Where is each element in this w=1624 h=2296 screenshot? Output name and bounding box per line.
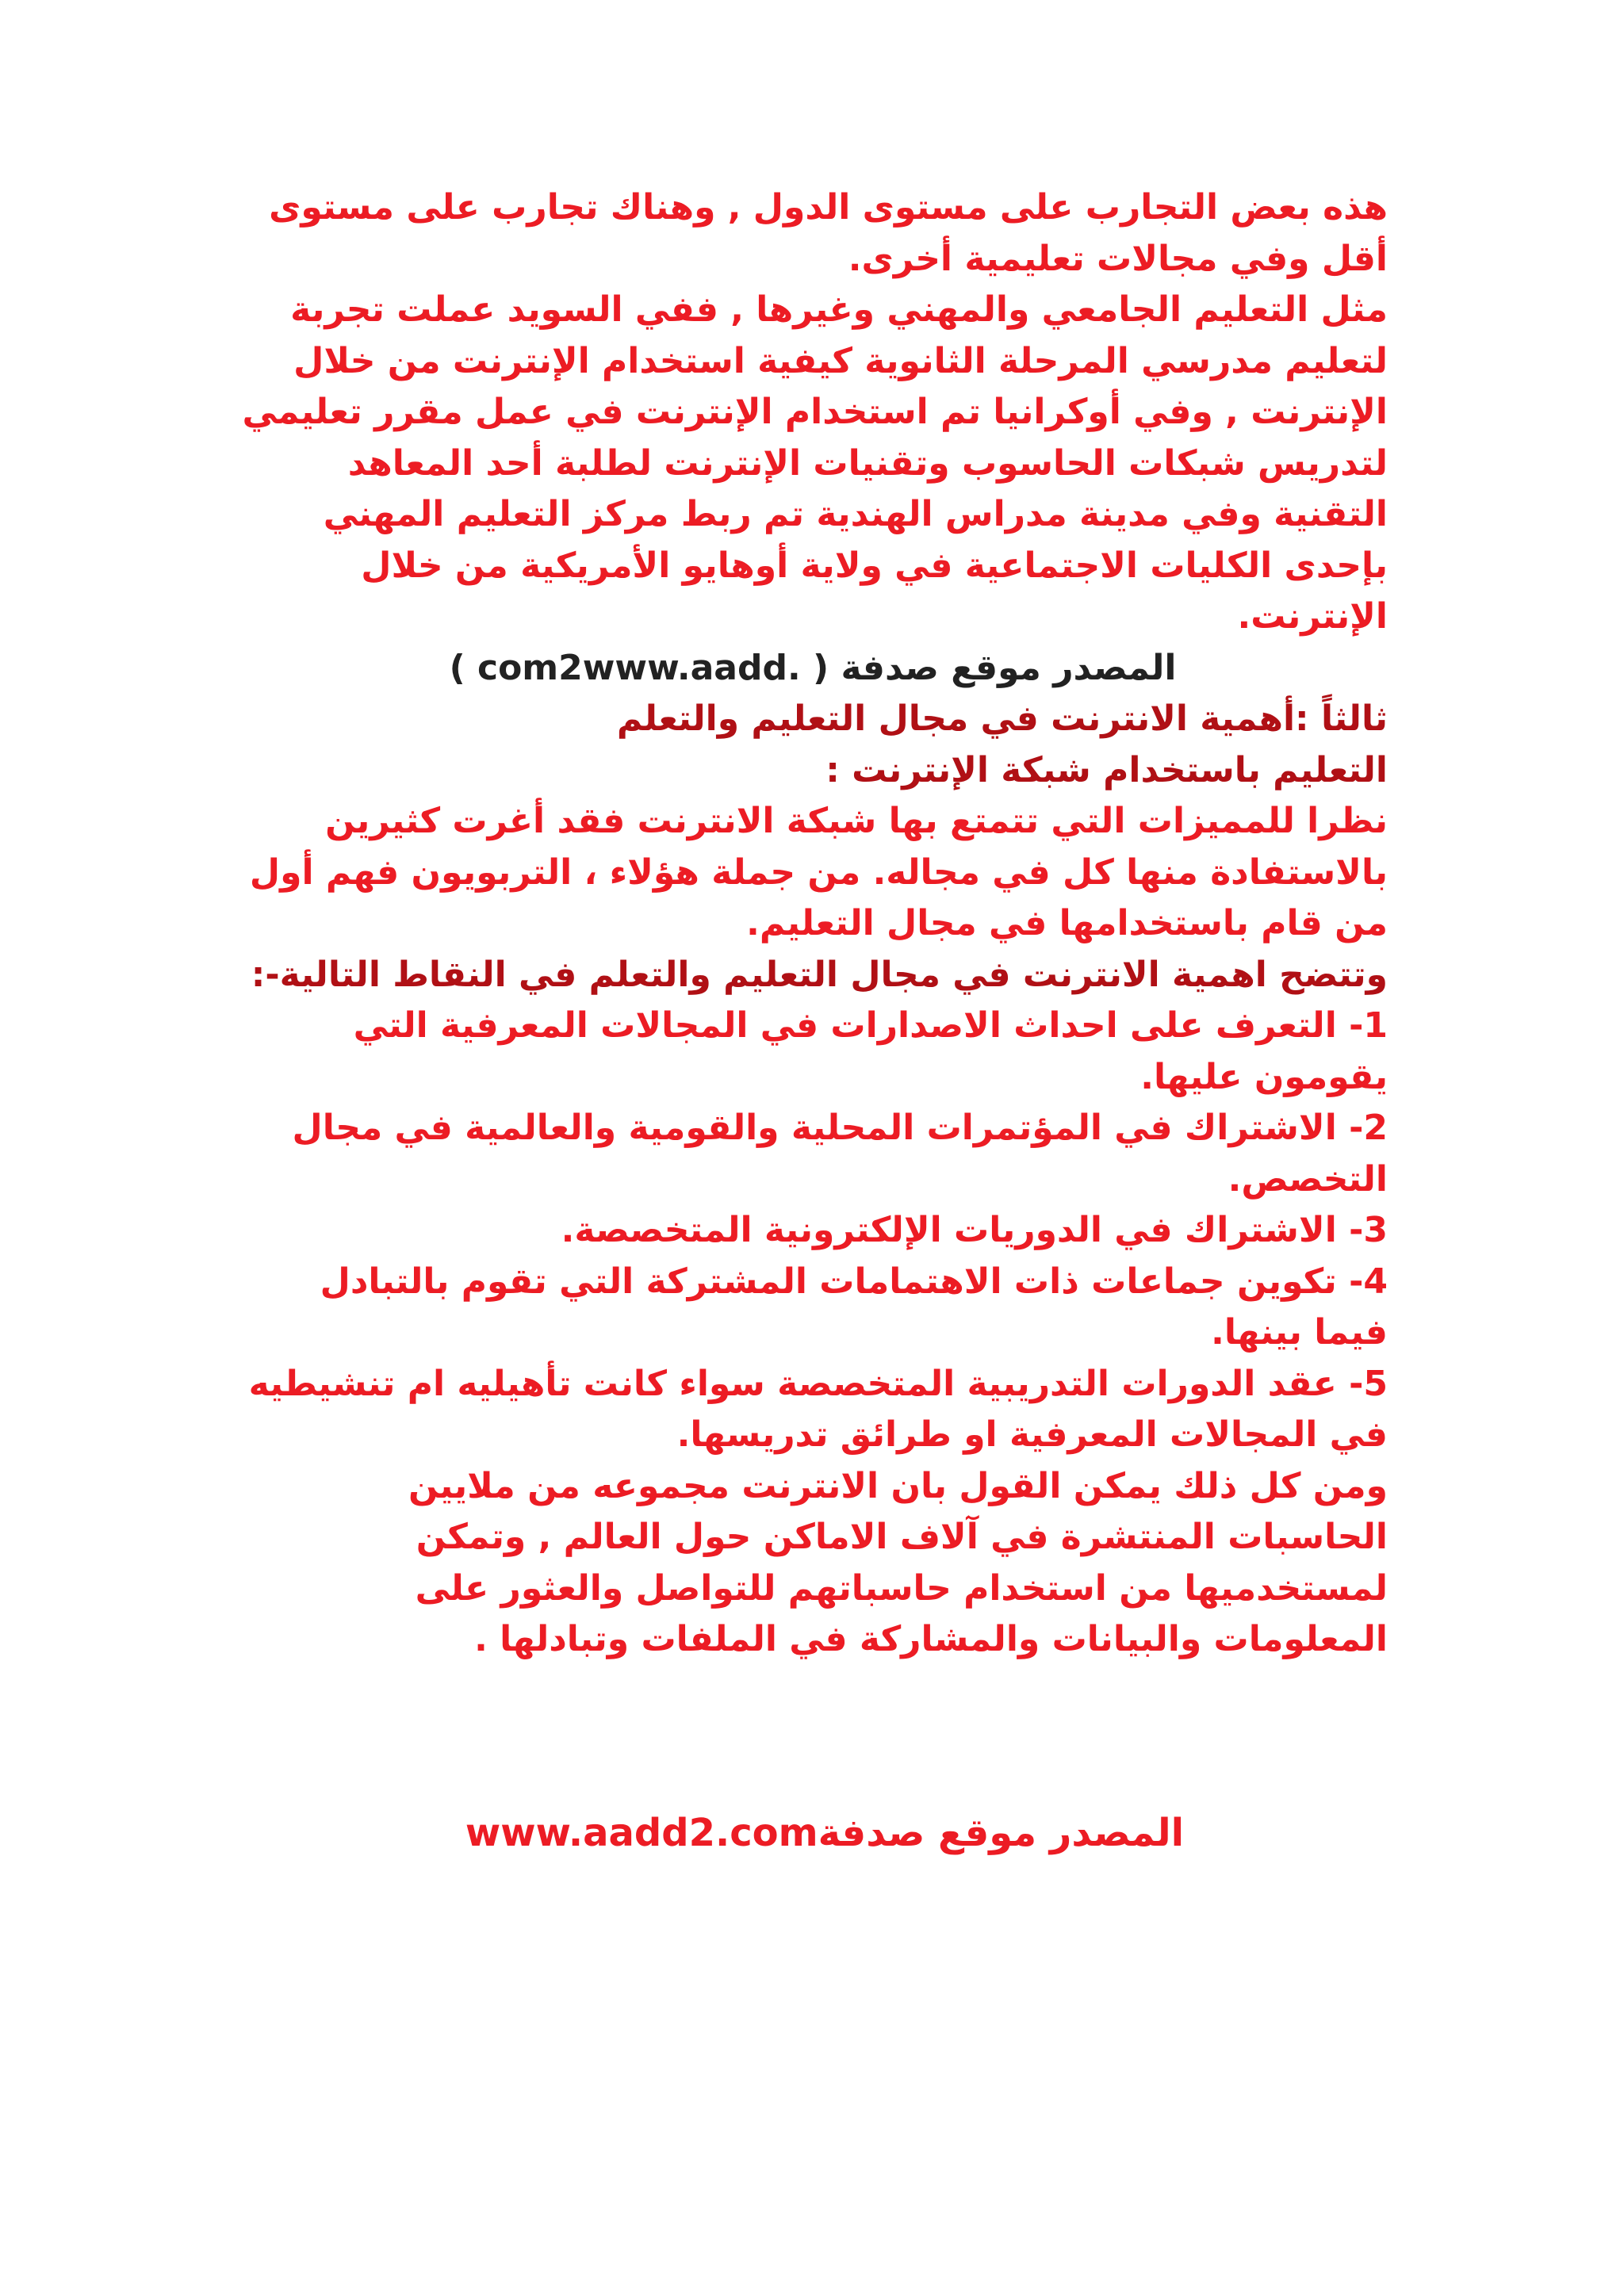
list-item-text: عقد الدورات التدريبية المتخصصة سواء كانت تأهيليه ام تنشيطيه في المجالات المعرفية او طرائق تدريسها. xyxy=(248,1363,1388,1455)
list-item xyxy=(238,1359,1388,1461)
list-item-number: 5- xyxy=(1349,1363,1388,1404)
paragraph-experiments: هذه بعض التجارب على مستوى الدول , وهناك تجارب على مستوى أقل وفي مجالات تعليمية أخرى. xyxy=(269,187,1388,279)
final-source xyxy=(444,1808,1205,1858)
list-item-text: الاشتراك في الدوريات الإلكترونية المتخصصة. xyxy=(561,1210,1337,1250)
final-source-label: المصدر موقع صدفة xyxy=(818,1811,1185,1855)
conclusion-paragraph: ومن كل ذلك يمكن القول بان الانترنت مجموعه من ملايين الحاسبات المنتشرة في آلاف الاماكن حول العالم , وتمكن لمستخدميها من استخدام حاسباتهم للتواصل والعثور على المعلومات والبيانات والمشاركة في الملفات وتبادلها . xyxy=(408,1465,1388,1659)
list-item-number: 2- xyxy=(1349,1108,1388,1148)
points-intro: وتتضح اهمية الانترنت في مجال التعليم والتعلم في النقاط التالية-: xyxy=(251,954,1388,995)
list-item-text: تكوين جماعات ذات الاهتمامات المشتركة التي تقوم بالتبادل فيما بينها. xyxy=(320,1261,1388,1353)
list-item xyxy=(238,1257,1388,1359)
final-source-url: www.aadd2.com xyxy=(465,1811,818,1855)
list-item-number: 3- xyxy=(1349,1210,1388,1250)
source-citation: المصدر موقع صدفة ( .com2www.aadd ) xyxy=(449,647,1177,688)
list-item xyxy=(238,1205,1388,1257)
list-item-number: 1- xyxy=(1349,1005,1388,1046)
intro-paragraph: نظرا للمميزات التي تتمتع بها شبكة الانترنت فقد أغرت كثيرين بالاستفادة منها كل في مجاله. من جملة هؤلاء ، التربويون فهم أول من قام باستخدامها في مجال التعليم. xyxy=(249,801,1388,943)
list-item-text: التعرف على احداث الاصدارات في المجالات المعرفية التي يقومون عليها. xyxy=(353,1005,1388,1097)
section-heading: ثالثاً :أهمية الانترنت في مجال التعليم والتعلم xyxy=(616,698,1388,739)
list-item-number: 4- xyxy=(1349,1261,1388,1302)
sub-heading: التعليم باستخدام شبكة الإنترنت : xyxy=(825,749,1388,790)
list-item-text: الاشتراك في المؤتمرات المحلية والقومية والعالمية في مجال التخصص. xyxy=(292,1108,1388,1200)
paragraph-examples: مثل التعليم الجامعي والمهني وغيرها , ففي السويد عملت تجربة لتعليم مدرسي المرحلة الثانوية كيفية استخدام الإنترنت من خلال الإنترنت , وفي أوكرانيا تم استخدام الإنترنت في عمل مقرر تعليمي لتدريس شبكات الحاسوب وتقنيات الإنترنت لطلبة أحد المعاهد التقنية وفي مدينة مدراس الهندية تم ربط مركز التعليم المهني بإحدى الكليات الاجتماعية في ولاية أوهايو الأمريكية من خلال الإنترنت. xyxy=(242,289,1388,637)
list-item xyxy=(238,1103,1388,1205)
body-text xyxy=(238,182,1388,1666)
list-item xyxy=(238,1001,1388,1103)
